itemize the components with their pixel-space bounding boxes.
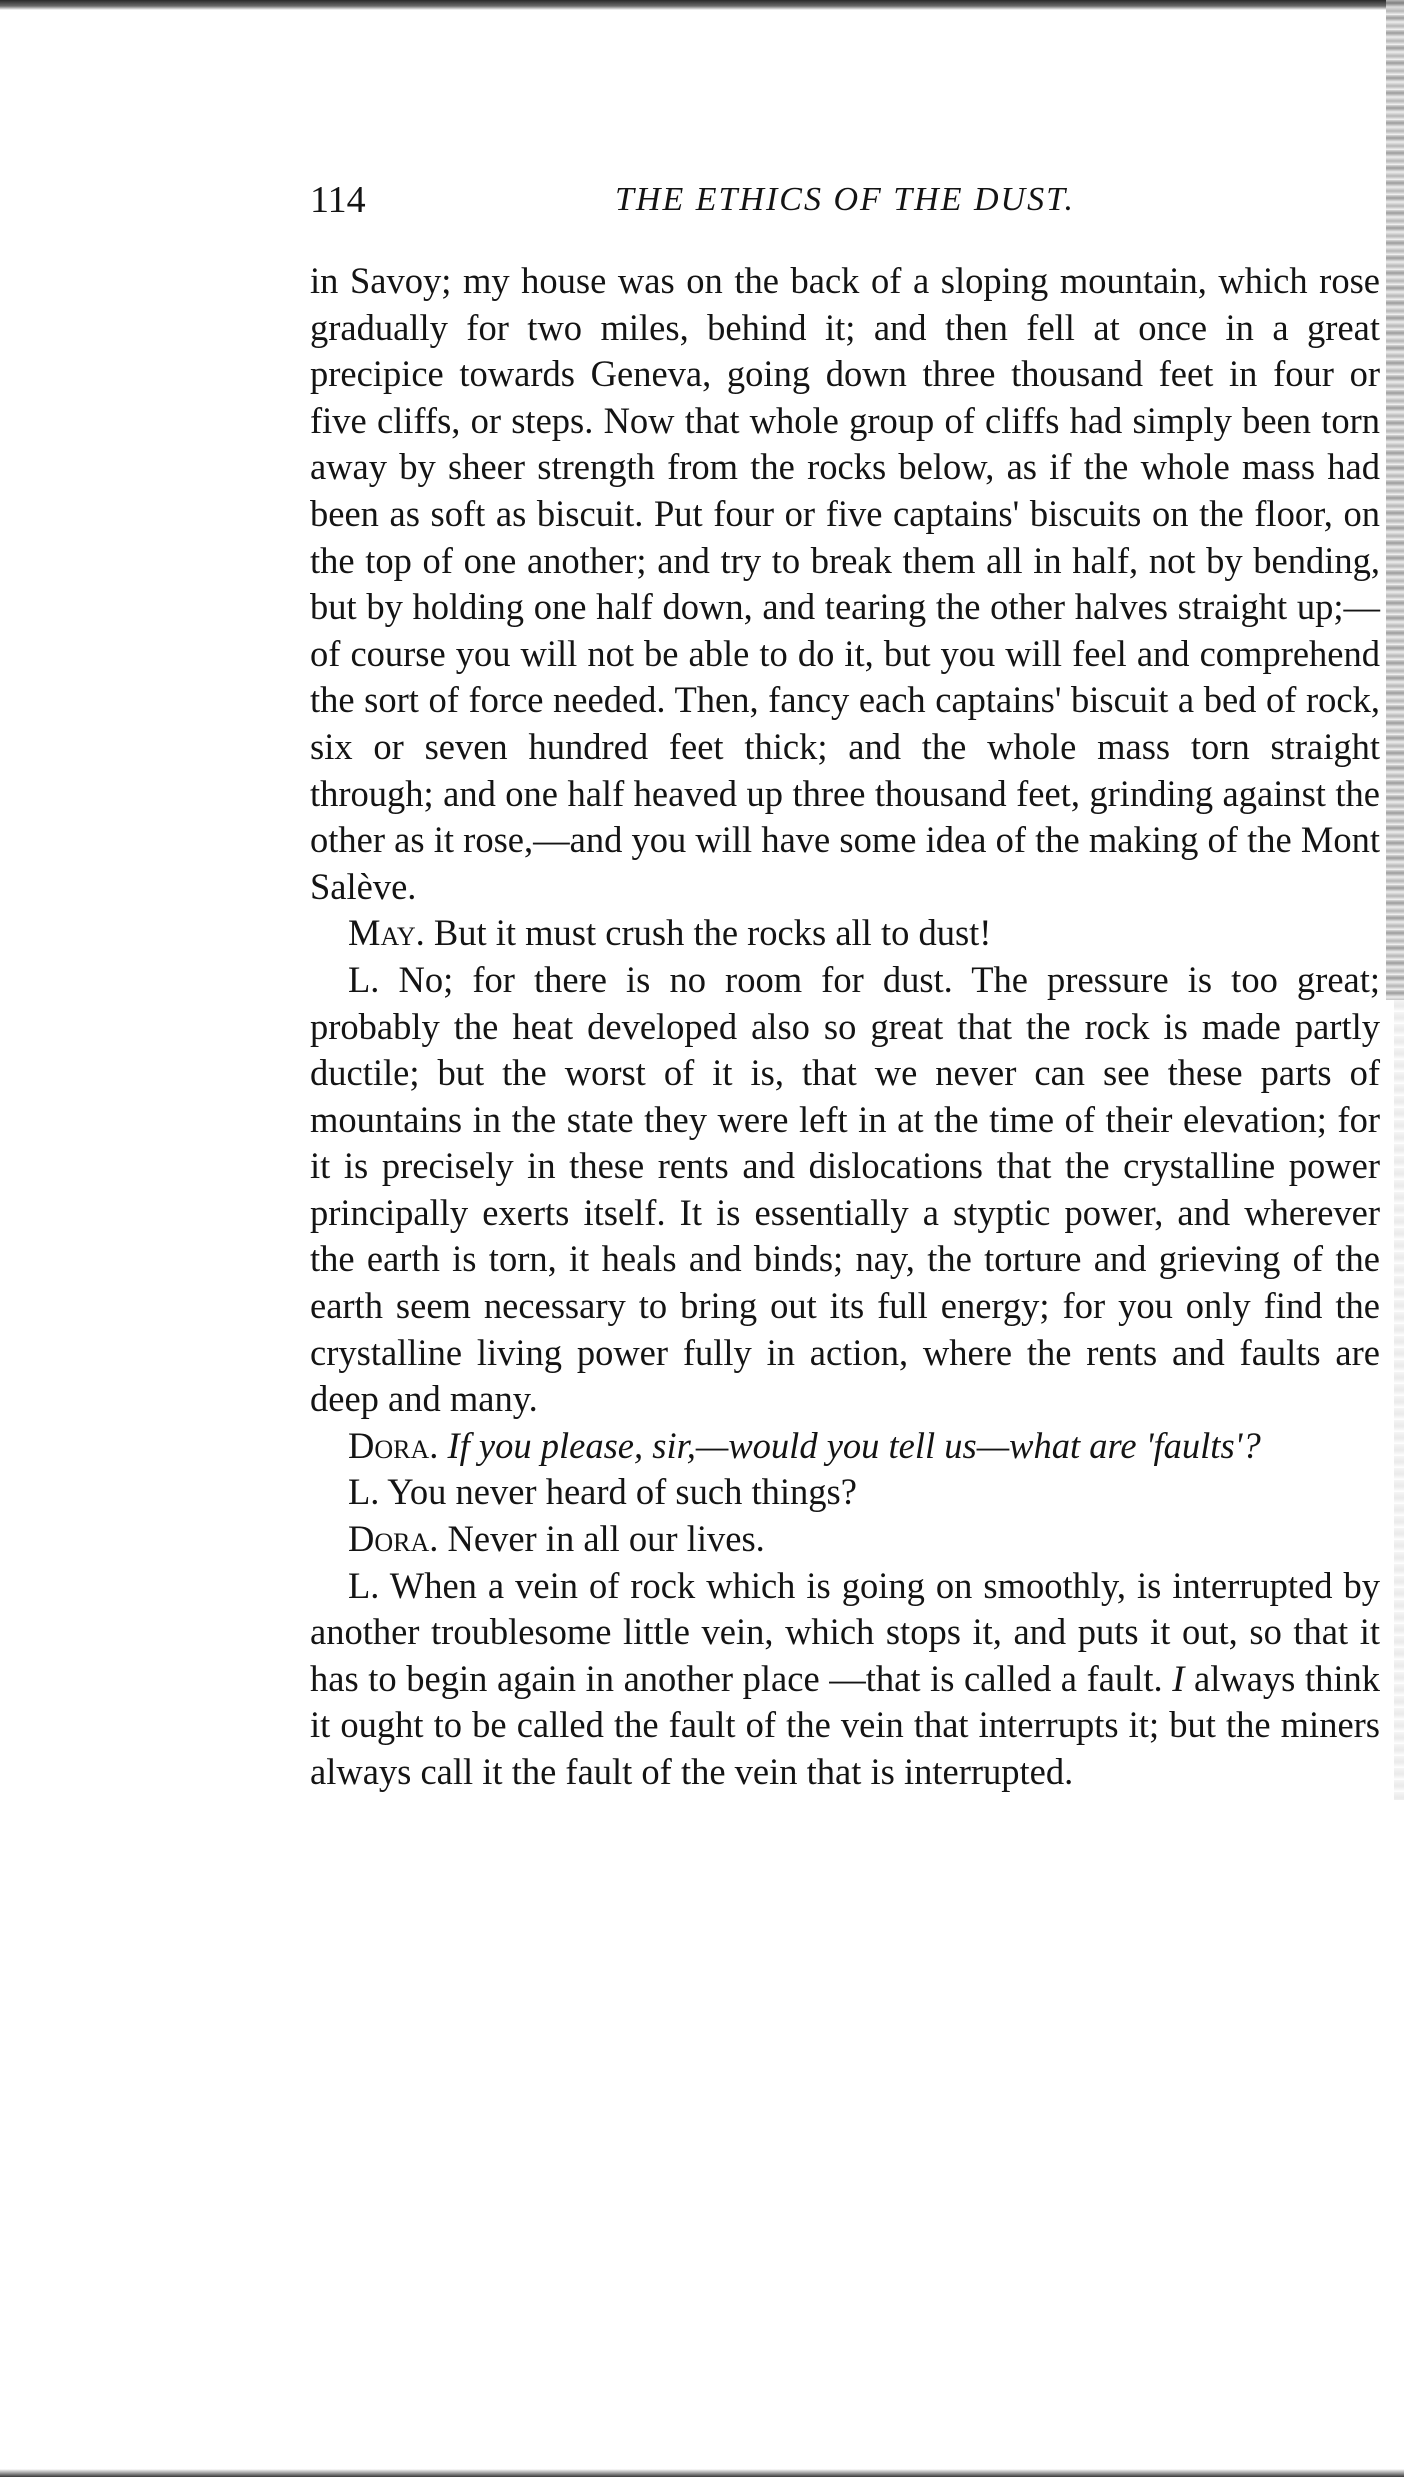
dialogue-paragraph-l	[310, 1563, 1380, 1796]
speaker-name: Dora.	[348, 1518, 439, 1560]
emphasized-word: I	[1172, 1657, 1185, 1699]
scan-page-edge-fade	[1394, 1000, 1404, 1800]
paragraph-text: always think it ought to be called the fault of the vein that interrupts it; but the miners always call it the fault of the vein that is interrupted.	[310, 1657, 1380, 1792]
paragraph-text: If you please, sir,—would you tell us—what are 'faults'?	[447, 1424, 1261, 1466]
scan-top-edge	[0, 0, 1404, 10]
paragraph-text: When a vein of rock which is going on smoothly, is interrupted by another troublesome little vein, which stops it, and puts it out, so that it has to begin again in another place —that is called a fault.	[310, 1564, 1381, 1699]
body-text	[310, 258, 1380, 1796]
speaker-name: L.	[348, 958, 380, 1000]
scan-page-edge-shadow	[1386, 0, 1404, 1000]
running-title: THE ETHICS OF THE DUST.	[614, 181, 1075, 218]
dialogue-paragraph-l	[310, 957, 1380, 1423]
paragraph-text: in Savoy; my house was on the back of a sloping mountain, which rose gradually for two miles, behind it; and then fell at once in a great precipice towards Geneva, going down three thousand feet in four or five cliffs, or steps. Now that whole group of cliffs had simply been torn away by sheer strength from the rocks below, as if the whole mass had been as soft as biscuit. Put four or five captains' biscuits on the floor, on the top of one another; and try to break them all in half, not by bending, but by holding one half down, and tearing the other halves straight up;—of course you will not be able to do it, but you will feel and comprehend the sort of force needed. Then, fancy each captains' biscuit a bed of rock, six or seven hundred feet thick; and the whole mass torn straight through; and one half heaved up three thousand feet, grinding against the other as it rose,—and you will have some idea of the making of the Mont Salève.	[310, 260, 1380, 907]
scan-bottom-edge	[0, 2469, 1404, 2477]
paragraph-continued	[310, 258, 1380, 910]
dialogue-paragraph-dora	[310, 1423, 1380, 1470]
speaker-name: May.	[348, 912, 425, 954]
dialogue-paragraph-l	[310, 1469, 1380, 1516]
paragraph-text: No; for there is no room for dust. The pressure is too great; probably the heat developed also so great that the rock is made partly ductile; but the worst of it is, that we never can see these parts of mountains in the state they were left in at the time of their elevation; for it is precisely in these rents and dislocations that the crystalline power principally exerts itself. It is essentially a styptic power, and wherever the earth is torn, it heals and binds; nay, the torture and grieving of the earth seem necessary to bring out its full energy; for you only find the crystalline living power fully in action, where the rents and faults are deep and many.	[310, 958, 1380, 1420]
speaker-name: L.	[348, 1564, 380, 1606]
dialogue-paragraph-may	[310, 910, 1380, 957]
speaker-name: Dora.	[348, 1424, 439, 1466]
paragraph-text: You never heard of such things?	[387, 1471, 857, 1513]
paragraph-text: Never in all our lives.	[447, 1518, 765, 1560]
dialogue-paragraph-dora	[310, 1516, 1380, 1563]
page-number: 114	[310, 179, 366, 221]
paragraph-text: But it must crush the rocks all to dust!	[433, 912, 992, 954]
speaker-name: L.	[348, 1471, 380, 1513]
page-header	[310, 176, 1380, 224]
